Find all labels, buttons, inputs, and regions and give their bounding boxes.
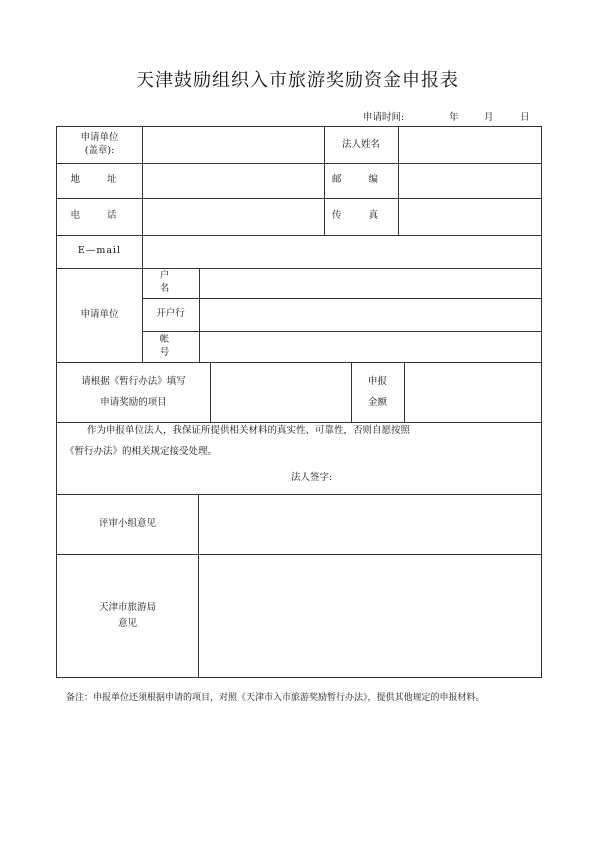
bureau-label-line2: 意见 [117,617,137,629]
form-title: 天津鼓励组织入市旅游奖励资金申报表 [136,70,459,91]
applicant-label-line1: 申请单位 [80,132,119,144]
fax-label: 传 真 [331,210,391,222]
amount-label-line2: 金额 [367,397,387,408]
bureau-field[interactable] [199,554,541,677]
declaration [57,422,541,494]
amount-label-line1: 申报 [367,376,387,387]
review-field[interactable] [199,494,541,554]
bank-label: 开户行 [156,308,185,320]
account-number-field[interactable] [200,331,541,362]
date-year-label: 年 [449,112,459,123]
applicant-label-line2: (盖章): [84,145,115,156]
date-month-label: 月 [484,112,494,123]
account-number-label: 帐 号 [159,333,182,358]
account-name-label: 户 名 [159,270,182,294]
email-label: E—mail [77,245,122,257]
fax-field[interactable] [399,198,541,235]
project-label [57,362,210,422]
application-date-label: 申请时间: [363,112,405,123]
review-label: 评审小组意见 [98,517,156,529]
address-label: 地 址 [70,174,129,186]
project-label-line1: 请根据《暂行办法》填写 [81,376,186,387]
application-form-table [56,126,542,678]
bank-field[interactable] [200,298,541,331]
signature-label: 法人签字: [291,472,333,483]
project-label-line2: 申请奖励的项目 [100,397,167,408]
amount-label [351,362,404,422]
date-day-label: 日 [520,112,530,123]
project-field[interactable] [211,362,351,422]
phone-label: 电 话 [70,210,129,222]
declaration-line2: 《暂行办法》的相关规定接受处理。 [65,446,218,457]
declaration-line1: 作为申报单位法人，我保证所提供相关材料的真实性、可靠性，否则自愿按照 [87,425,411,436]
bank-section-label: 申请单位 [80,308,119,320]
legal-rep-field[interactable] [399,127,541,163]
amount-field[interactable] [405,362,541,422]
phone-field[interactable] [143,198,324,235]
footnote: 备注：申报单位还须根据申请的项目，对照《天津市入市旅游奖励暂行办法》，提供其他规定的申报材料。 [66,693,485,703]
bureau-label-line1: 天津市旅游局 [98,601,156,613]
email-field[interactable] [143,235,541,268]
applicant-label [57,127,142,163]
address-field[interactable] [143,163,324,198]
bureau-label [57,554,198,677]
account-name-field[interactable] [200,268,541,298]
postcode-label: 邮 编 [331,174,391,186]
postcode-field[interactable] [399,163,541,198]
applicant-field[interactable] [143,127,324,163]
legal-rep-label: 法人姓名 [341,138,380,150]
